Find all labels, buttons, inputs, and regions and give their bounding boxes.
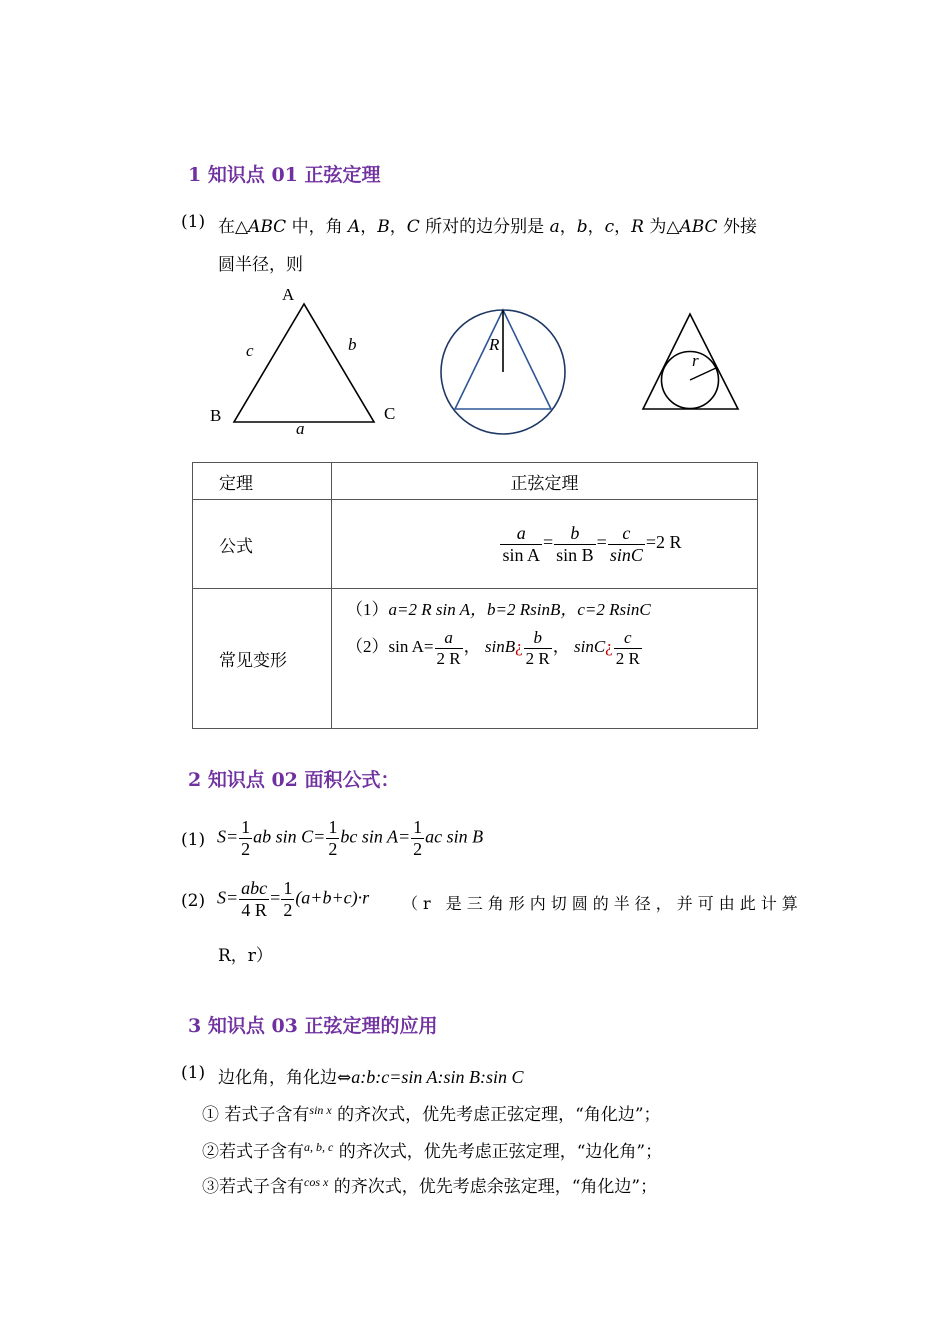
circumradius-label: R [489,335,500,354]
section2-heading: 2 知识点 02 面积公式： [188,769,400,791]
variant-1: （1）a=2 R sin A，b=2 RsinB，c=2 RsinC [346,600,651,619]
table-label-variants: 常见变形 [193,589,332,729]
table-formula: $\frac{a}{\text{sin A}}$ = $\frac{b}{\text{sin B}}$ = $\frac{c}{\sin C}$ =2 R [332,500,758,589]
section2-item1-number: (1) [181,830,206,850]
section1-heading: 1 知识点 01 正弦定理 [188,164,381,186]
section3-sub3: ③若式子含有$^{cos x}$ 的齐次式，优先考虑余弦定理，“角化边”； [202,1175,658,1197]
section2-item1-formula: S= $\frac{1}{2}$ ab sin C= $\frac{1}{2}$ bc sin A= $\frac{1}{2}$ ac sin B [217,817,484,859]
triangle-side-c: c [246,341,254,360]
section1-item1-text-line2: 圆半径，则 [218,255,303,275]
section2-item2-note-line2: R，r） [218,946,273,966]
section3-item1-text: 边化角，角化边⇔a:b:c=sin A:sin B:sin C [218,1067,524,1088]
outer-triangle [643,314,738,409]
section1-item1-number: (1) [181,212,206,232]
section3-item1-number: (1) [181,1063,206,1083]
triangle-vertex-B: B [210,406,222,425]
sine-law-table [192,462,758,729]
section2-item2-formula: S= $\frac{\text{abc}}{4 R}$ = $\frac{1}{2}$ (a+b+c)·r [217,878,370,920]
triangle-side-b: b [348,335,357,354]
triangle-vertex-A: A [282,285,295,304]
table-variants [332,589,758,729]
triangle-abc [234,304,374,422]
section3-sub1: ① 若式子含有$^{sin x}$ 的齐次式，优先考虑正弦定理，“角化边”； [202,1103,661,1125]
section3-heading: 3 知识点 03 正弦定理的应用 [188,1015,438,1037]
variant-2: （2）sin A= $\frac{a}{2 R}$ ， sinB¿ $\frac{b}{2 R}$ ， sinC¿ $\frac{c}{2 R}$ [346,628,640,668]
inradius-label: r [692,351,699,370]
triangle-side-a: a [296,419,305,438]
triangle-vertex-C: C [384,404,396,423]
section2-item2-note: （r 是三角形内切圆的半径，并可由此计算 [402,894,803,913]
table-label-formula: 公式 [193,500,332,589]
section1-item1-text: 在△ABC 中，角 A，B，C 所对的边分别是 a，b，c，R 为△ABC 外接 [218,217,757,237]
section3-sub2: ②若式子含有$^{a, b, c}$ 的齐次式，优先考虑正弦定理，“边化角”； [202,1140,663,1162]
table-header-sine-law: 正弦定理 [332,463,758,500]
section2-item2-number: (2) [181,891,206,911]
table-header-theorem: 定理 [193,463,332,500]
triangle-figures [0,280,950,440]
